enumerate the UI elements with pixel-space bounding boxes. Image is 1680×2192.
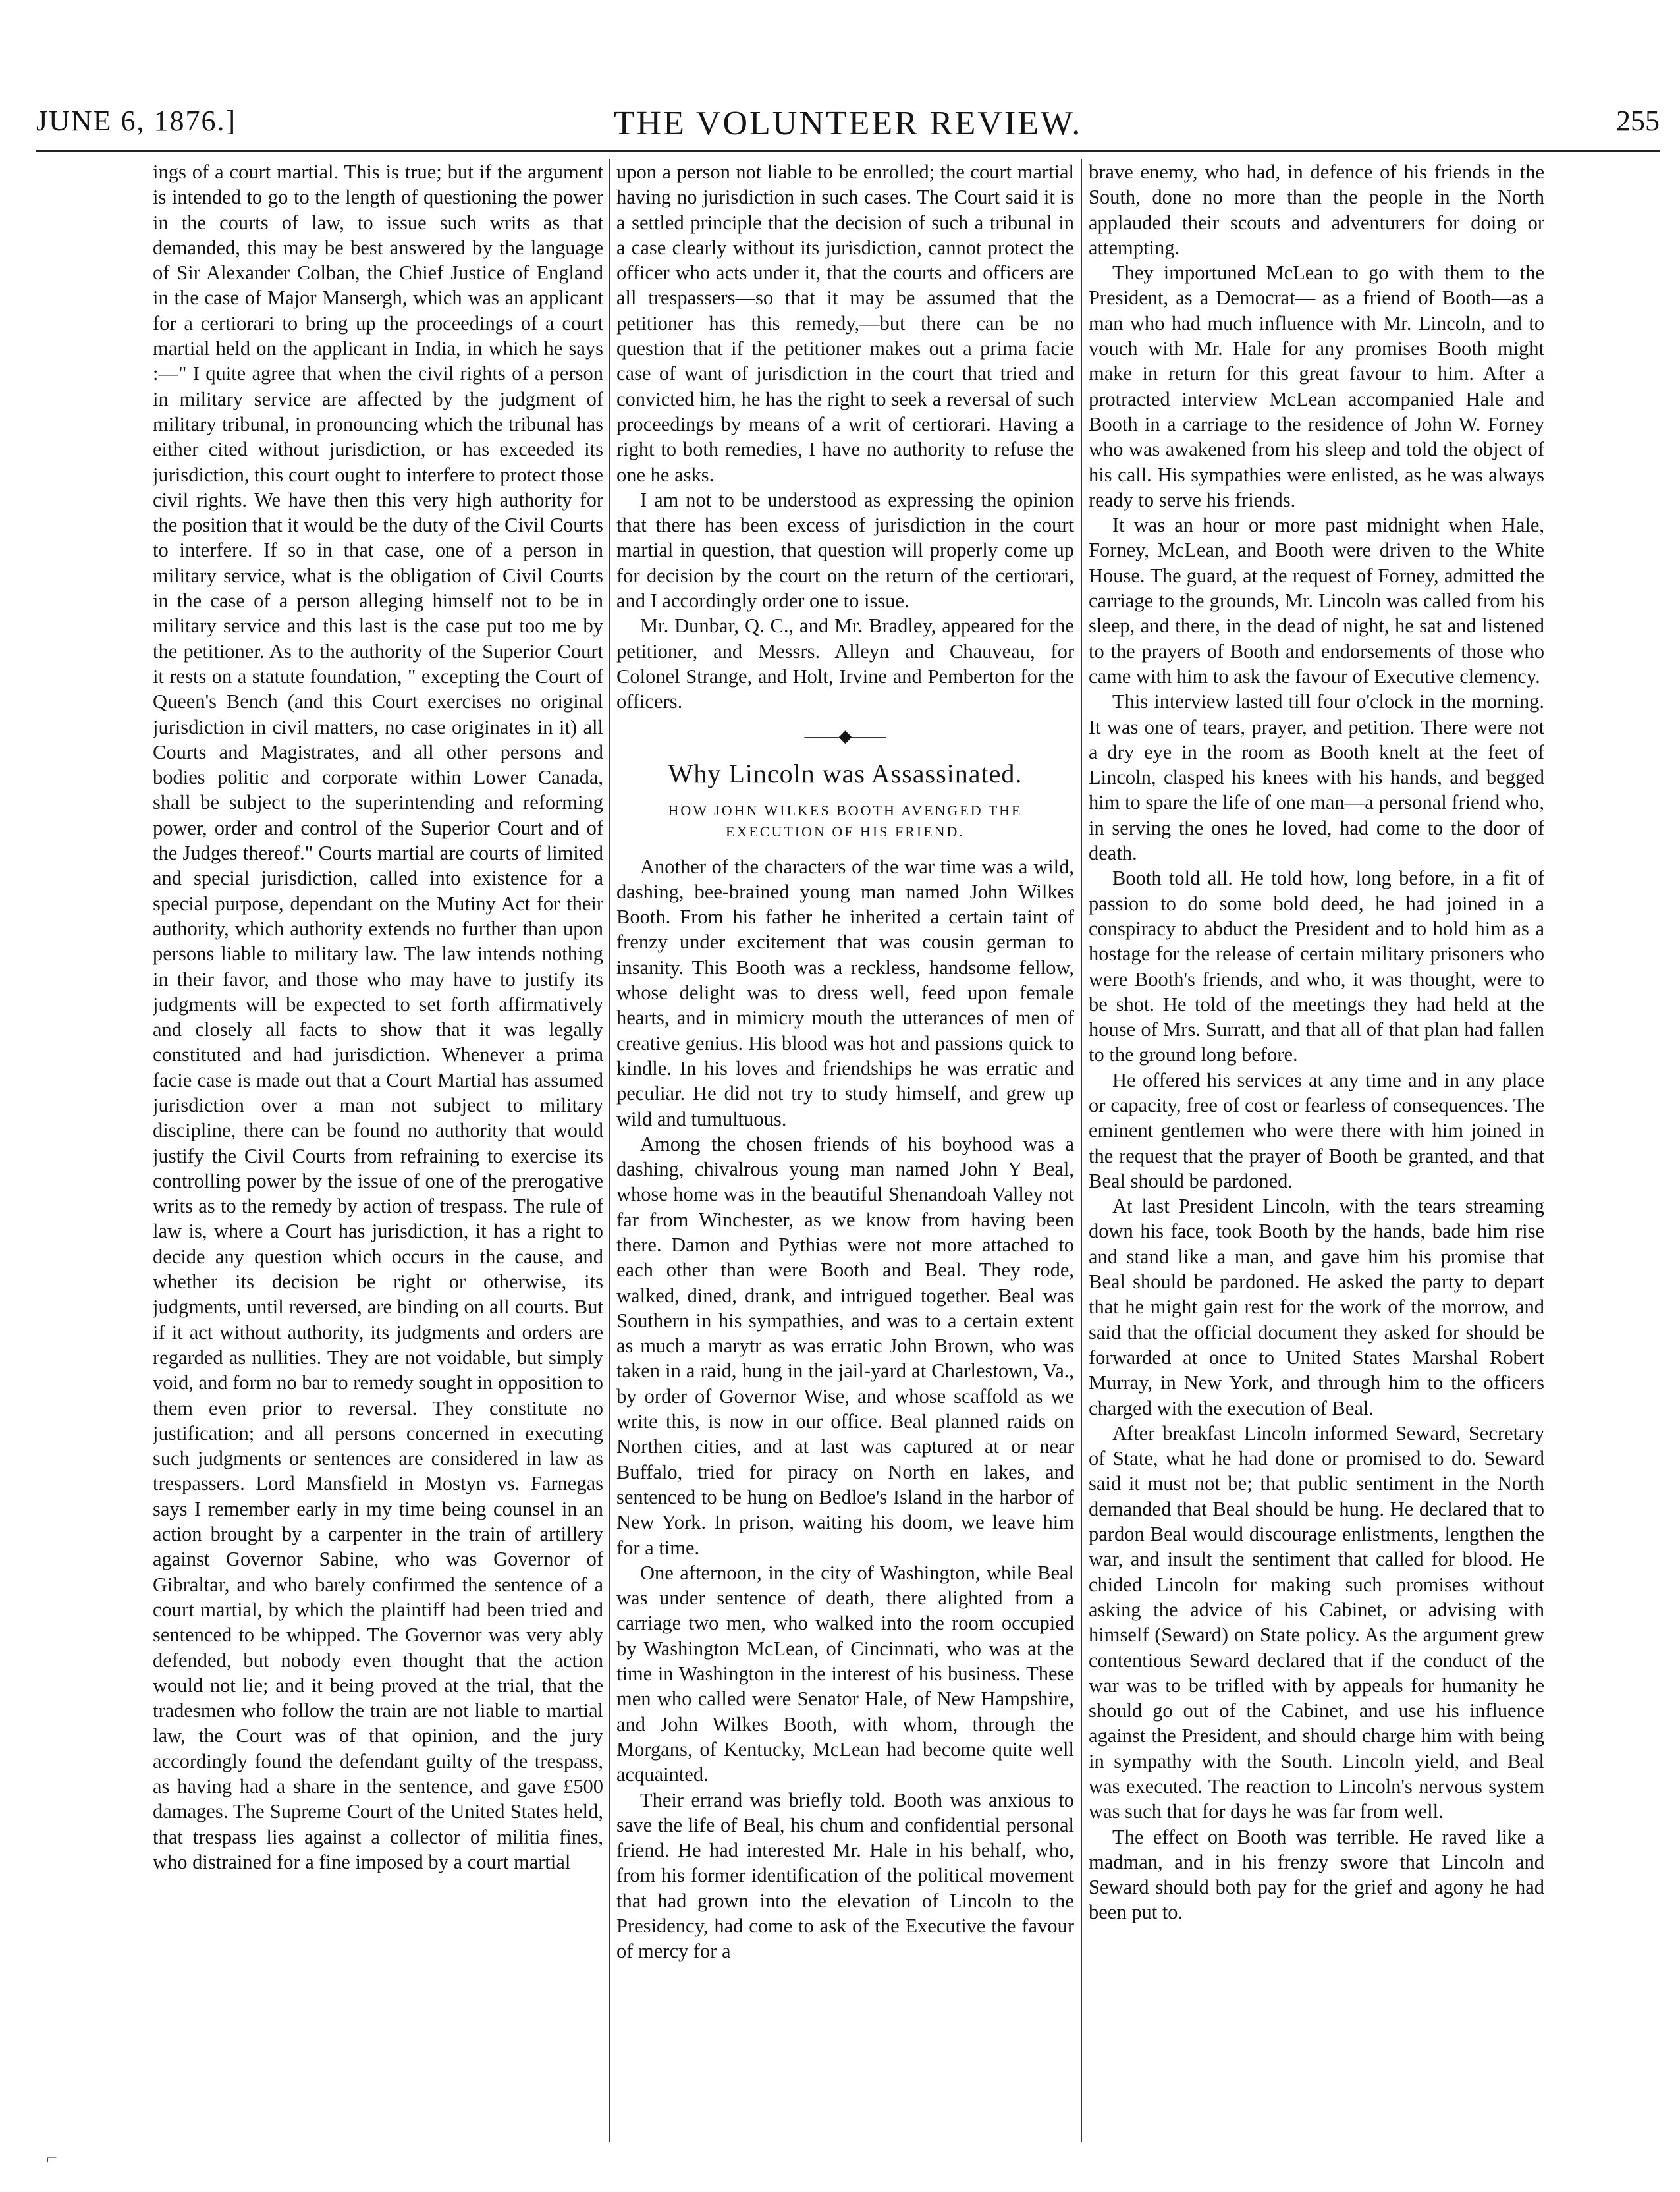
article-paragraph: ings of a court martial. This is true; but if the argument is intended to go to the length of questioning the power in the courts of law, to issue such writs as that demanded, this may be best answered by the language of Sir Alexander Colban, the Chief Justice of England in the case of Major Mansergh, which was an applicant for a certiorari to bring up the proceedings of a court martial held on the applicant in India, in which he says :—" I quite agree that when the civil rights of a person in military service are affected by the judgment of military tribunal, in pronouncing which the tribunal has either cited without jurisdiction, or has exceeded its jurisdiction, this court ought to interfere to protect those civil rights. We have then this very high authority for the position that it would be the duty of the Civil Courts to interfere. If so in that case, one of a person in military service, what is the obligation of Civil Courts in the case of a person alleging himself not to be in military service and this last is the case put too me by the petitioner. As to the authority of the Superior Court it rests on a statute foundation, " excepting the Court of Queen's Bench (and this Court exercises no original jurisdiction in civil matters, no case originates in it) all Courts and Magistrates, and all other persons and bodies politic and corporate within Lower Canada, shall be subject to the superintending and reforming power, order and control of the Superior Court and of the Judges thereof." Courts martial are courts of limited and special jurisdiction, called into existence for a special purpose, dependant on the Mutiny Act for their authority, which authority extends no further than upon persons liable to military law. The law intends nothing in their favor, and those who may have to justify its judgments will be expected to set forth affirmatively and closely all facts to show that it was legally constituted and had jurisdiction. Whenever a prima facie case is made out that a Court Martial has assumed jurisdiction over a man not subject to military discipline, there can be found no authority that would justify the Civil Courts from refraining to exercise its controlling power by the issue of one of the prerogative writs as to the remedy by action of trespass. The rule of law is, where a Court has jurisdiction, it has a right to decide any question which occurs in the cause, and whether its decision be right or otherwise, its judgments, until reversed, are binding on all courts. But if it act without authority, its judgments and orders are regarded as nullities. They are not voidable, but simply void, and form no bar to remedy sought in opposition to them even prior to reversal. They constitute no justification; and all persons concerned in executing such judgments or sentences are considered in law as trespassers. Lord Mansfield in Mostyn vs. Farnegas says I remember early in my time being counsel in an action brought by a carpenter in the train of artillery against Governor Sabine, who was Governor of Gibraltar, and who barely confirmed the sentence of a court martial, by which the plaintiff had been tried and sentenced to be whipped. The Governor was very ably defended, but nobody even thought that the action would not lie; and it being proved at the trial, that the tradesmen who follow the train are not liable to martial law, the Court was of that opinion, and the jury accordingly found the defendant guilty of the trespass, as having had a share in the sentence, and gave £500 damages. The Supreme Court of the United States held, that trespass lies against a collector of militia fines, who distrained for a fine imposed by a court martial <box>153 161 603 1873</box>
article-paragraph: This interview lasted till four o'clock in the morning. It was one of tears, prayer, and petition. There were not a dry eye in the room as Booth knelt at the feet of Lincoln, clasped his knees with his hands, and begged him to spare the life of one man—a personal friend who, in serving the ones he loved, had come to the door of death. <box>1089 690 1544 865</box>
article-paragraph: Another of the characters of the war time was a wild, dashing, bee-brained young man named John Wilkes Booth. From his father he inherited a certain taint of frenzy under excitement that was cousin german to insanity. This Booth was a reckless, handsome fellow, whose delight was to dress well, feed upon female hearts, and in mimicry mouth the utterances of men of creative genius. His blood was hot and passions quick to kindle. In his loves and friendships he was erratic and peculiar. He did not try to study himself, and grew up wild and tumultuous. <box>616 855 1074 1130</box>
article-paragraph: At last President Lincoln, with the tears streaming down his face, took Booth by the hands, bade him rise and stand like a man, and gave him his promise that Beal should be pardoned. He asked the party to depart that he might gain rest for the work of the morrow, and said that the official document they asked for should be forwarded at once to United States Marshal Robert Murray, in New York, and through him to the officers charged with the execution of Beal. <box>1089 1195 1544 1419</box>
article-paragraph: Mr. Dunbar, Q. C., and Mr. Bradley, appeared for the petitioner, and Messrs. Alleyn and Chauveau, for Colonel Strange, and Holt, Irvine and Pemberton for the officers. <box>616 615 1074 713</box>
article-paragraph: Among the chosen friends of his boyhood was a dashing, chivalrous young man named John Y Beal, whose home was in the beautiful Shenandoah Valley not far from Winchester, as we know from having been there. Damon and Pythias were not more attached to each other than were Booth and Beal. They rode, walked, dined, drank, and intrigued together. Beal was Southern in his sympathies, and was to a certain extent as much a marytr as was erratic John Brown, who was taken in a raid, hung in the jail-yard at Charlestown, Va., by order of Governor Wise, and whose scaffold as we write this, is now in our office. Beal planned raids on Northen cities, and at last was captured at or near Buffalo, tried for piracy on North en lakes, and sentenced to be hung on Bedloe's Island in the harbor of New York. In prison, waiting his doom, we leave him for a time. <box>616 1132 1074 1559</box>
column-3 <box>1089 159 1544 2135</box>
newspaper-title: THE VOLUNTEER REVIEW. <box>613 105 1083 142</box>
article-paragraph: Booth told all. He told how, long before, in a fit of passion to do some bold deed, he had joined in a conspiracy to abduct the President and to hold him as a hostage for the release of certain military prisoners who were Booth's friends, and who, it was thought, were to be shot. He told of the meetings they had held at the house of Mrs. Surratt, and that all of that plan had fallen to the ground long before. <box>1089 867 1544 1066</box>
column-2 <box>616 159 1074 2135</box>
article-paragraph: They importuned McLean to go with them to the President, as a Democrat— as a friend of Booth—as a man who had much influence with Mr. Lincoln, and to vouch with Mr. Hale for any promises Booth might make in return for this great favour to him. After a protracted interview McLean accompanied Hale and Booth in a carriage to the residence of John W. Forney who was awakened from his sleep and told the object of his call. His sympathies were enlisted, as he was always ready to serve his friends. <box>1089 261 1544 511</box>
article-paragraph: It was an hour or more past midnight when Hale, Forney, McLean, and Booth were driven to the White House. The guard, at the request of Forney, admitted the carriage to the grounds, Mr. Lincoln was called from his sleep, and there, in the dead of night, he sat and listened to the prayers of Booth and endorsements of those who came with him to ask the favour of Executive clemency. <box>1089 514 1544 688</box>
column-1 <box>153 159 603 2135</box>
column-rule <box>1081 159 1082 2142</box>
article-paragraph: The effect on Booth was terrible. He raved like a madman, and in his frenzy swore that Lincoln and Seward should both pay for the grief and agony he had been put to. <box>1089 1825 1544 1924</box>
scan-mark: ⌐ <box>46 2147 57 2169</box>
article-paragraph: Their errand was briefly told. Booth was anxious to save the life of Beal, his chum and confidential personal friend. He had interested Mr. Hale in his behalf, who, from his former identification of the political movement that had grown into the elevation of Lincoln to the Presidency, had come to ask of the Executive the favour of mercy for a <box>616 1788 1074 1963</box>
article-paragraph: One afternoon, in the city of Washington, while Beal was under sentence of death, there alighted from a carriage two men, who walked into the room occupied by Washington McLean, of Cincinnati, who was at the time in Washington in the interest of his business. These men who called were Senator Hale, of New Hampshire, and John Wilkes Booth, with whom, through the Morgans, of Kentucky, McLean had become quite well acquainted. <box>616 1561 1074 1786</box>
article-paragraph: upon a person not liable to be enrolled; the court martial having no jurisdiction in such cases. The Court said it is a settled principle that the decision of such a tribunal in a case clearly without its jurisdiction, cannot protect the officer who acts under it, that the courts and officers are all trespassers—so that it may be assumed that the petitioner has this remedy,—but there can be no question that if the petitioner makes out a prima facie case of want of jurisdiction in the court that tried and convicted him, he has the right to seek a reversal of such proceedings by means of a writ of certiorari. Having a right to both remedies, I have no authority to refuse the one he asks. <box>616 161 1074 486</box>
article-subhead: HOW JOHN WILKES BOOTH AVENGED THE EXECUTION OF HIS FRIEND. <box>668 802 1023 840</box>
article-paragraph: brave enemy, who had, in defence of his friends in the South, done no more than the people in the North applauded their scouts and adventurers for doing or attempting. <box>1089 161 1544 259</box>
header-rule <box>36 150 1660 152</box>
article-paragraph: After breakfast Lincoln informed Seward, Secretary of State, what he had done or promised to do. Seward said it must not be; that public sentiment in the North demanded that Beal should be hung. He declared that to pardon Beal would discourage enlistments, lengthen the war, and insult the sentiment that called for blood. He chided Lincoln for making such promises without asking the advice of his Cabinet, or advising with himself (Seward) on State policy. As the argument grew contentious Seward declared that if the conduct of the war was to be trifled with by appeals for humanity he should go out of the Cabinet, and use his influence against the President, and should charge him with being in sympathy with the South. Lincoln yield, and Beal was executed. The reaction to Lincoln's nervous system was such that for days he was far from well. <box>1089 1421 1544 1823</box>
issue-date: JUNE 6, 1876.] <box>36 105 237 137</box>
page-header <box>36 104 1660 150</box>
article-title: Why Lincoln was Assassinated. <box>668 758 1023 788</box>
article-paragraph: He offered his services at any time and in any place or capacity, free of cost or fearless of consequences. The eminent gentlemen who were there with him joined in the request that the prayer of Booth be granted, and that Beal should be pardoned. <box>1089 1068 1544 1192</box>
column-rule <box>609 159 610 2142</box>
page-number: 255 <box>1616 105 1660 137</box>
section-divider: ——◆—— <box>804 726 886 746</box>
article-paragraph: I am not to be understood as expressing the opinion that there has been excess of jurisdiction in the court martial in question, that question will properly come up for decision by the court on the return of the certiorari, and I accordingly order one to issue. <box>616 488 1074 613</box>
